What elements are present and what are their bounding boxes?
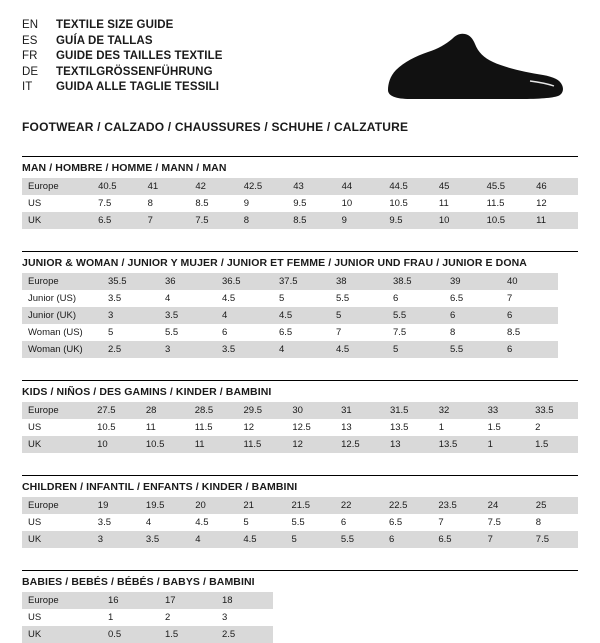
size-cell: 11.5 <box>238 436 287 453</box>
size-cell: 1 <box>102 609 159 626</box>
size-cell: 28 <box>140 402 189 419</box>
size-group <box>22 156 578 229</box>
size-cell: 10 <box>433 212 481 229</box>
size-cell: 1.5 <box>482 419 529 436</box>
divider <box>22 570 578 571</box>
size-cell: 20 <box>189 497 237 514</box>
size-cell: 6 <box>387 290 444 307</box>
table-row <box>22 290 558 307</box>
size-cell: 27.5 <box>91 402 140 419</box>
size-cell: 32 <box>433 402 482 419</box>
table-row <box>22 402 578 419</box>
language-row <box>22 65 223 80</box>
size-cell: 4 <box>159 290 216 307</box>
size-cell: 5 <box>285 531 334 548</box>
size-cell: 3.5 <box>159 307 216 324</box>
size-cell: 9.5 <box>383 212 433 229</box>
table-row <box>22 178 578 195</box>
size-cell: 29.5 <box>238 402 287 419</box>
size-cell: 10.5 <box>140 436 189 453</box>
table-row <box>22 531 578 548</box>
language-title: GUÍA DE TALLAS <box>56 34 153 47</box>
size-cell: 10 <box>91 436 140 453</box>
size-cell: 44 <box>336 178 384 195</box>
size-cell: 39 <box>444 273 501 290</box>
row-label: US <box>22 195 92 212</box>
size-cell: 6 <box>383 531 432 548</box>
size-cell: 45 <box>433 178 481 195</box>
size-cell: 22.5 <box>383 497 432 514</box>
size-cell: 3 <box>159 341 216 358</box>
size-cell: 12.5 <box>335 436 384 453</box>
group-title: KIDS / NIÑOS / DES GAMINS / KINDER / BAMBINI <box>22 386 272 398</box>
row-label: Junior (UK) <box>22 307 102 324</box>
size-cell: 13 <box>384 436 433 453</box>
size-cell: 4.5 <box>237 531 285 548</box>
size-cell: 42 <box>189 178 237 195</box>
dress-shoe-icon <box>380 28 570 106</box>
size-cell: 1 <box>433 419 482 436</box>
size-cell: 2 <box>159 609 216 626</box>
divider <box>22 380 578 381</box>
size-cell: 6 <box>501 307 558 324</box>
size-cell: 6 <box>501 341 558 358</box>
row-label: US <box>22 609 102 626</box>
size-cell: 5.5 <box>335 531 383 548</box>
size-cell: 18 <box>216 592 273 609</box>
size-cell: 6 <box>444 307 501 324</box>
size-cell: 11.5 <box>481 195 531 212</box>
table-row <box>22 592 273 609</box>
header <box>22 18 578 106</box>
page-title: FOOTWEAR / CALZADO / CHAUSSURES / SCHUHE / CALZATURE <box>22 120 409 134</box>
size-cell: 5.5 <box>387 307 444 324</box>
size-table <box>22 178 578 229</box>
size-cell: 13.5 <box>384 419 433 436</box>
size-cell: 4 <box>273 341 330 358</box>
size-cell: 7 <box>501 290 558 307</box>
row-label: Europe <box>22 497 92 514</box>
language-row <box>22 34 223 49</box>
size-cell: 6.5 <box>444 290 501 307</box>
size-cell: 7 <box>330 324 387 341</box>
table-row <box>22 273 558 290</box>
row-label: UK <box>22 212 92 229</box>
size-cell: 33 <box>482 402 529 419</box>
size-cell: 36.5 <box>216 273 273 290</box>
size-cell: 12 <box>238 419 287 436</box>
size-table <box>22 273 558 358</box>
row-label: Europe <box>22 402 91 419</box>
size-cell: 11 <box>433 195 481 212</box>
row-label: Junior (US) <box>22 290 102 307</box>
table-row <box>22 609 273 626</box>
size-cell: 5 <box>237 514 285 531</box>
size-cell: 3.5 <box>216 341 273 358</box>
size-cell: 30 <box>286 402 335 419</box>
size-cell: 1.5 <box>529 436 578 453</box>
group-title: CHILDREN / INFANTIL / ENFANTS / KINDER / BAMBINI <box>22 481 298 493</box>
divider <box>22 156 578 157</box>
language-code: EN <box>22 19 39 31</box>
size-cell: 1.5 <box>159 626 216 643</box>
language-title: TEXTILE SIZE GUIDE <box>56 19 174 31</box>
size-cell: 8.5 <box>189 195 237 212</box>
group-title: MAN / HOMBRE / HOMME / MANN / MAN <box>22 162 227 174</box>
size-cell: 5.5 <box>285 514 334 531</box>
size-cell: 6.5 <box>432 531 481 548</box>
size-cell: 38.5 <box>387 273 444 290</box>
size-cell: 10.5 <box>383 195 433 212</box>
size-cell: 13.5 <box>433 436 482 453</box>
size-cell: 37.5 <box>273 273 330 290</box>
size-cell: 36 <box>159 273 216 290</box>
size-cell: 11 <box>530 212 578 229</box>
size-cell: 13 <box>335 419 384 436</box>
language-code: FR <box>22 50 38 62</box>
size-cell: 40.5 <box>92 178 142 195</box>
group-title: BABIES / BEBÉS / BÉBÉS / BABYS / BAMBINI <box>22 576 255 588</box>
size-cell: 9.5 <box>287 195 335 212</box>
size-cell: 6.5 <box>273 324 330 341</box>
size-group <box>22 251 578 358</box>
size-cell: 31 <box>335 402 384 419</box>
size-cell: 4 <box>189 531 237 548</box>
row-label: Europe <box>22 273 102 290</box>
size-cell: 0.5 <box>102 626 159 643</box>
size-cell: 21 <box>237 497 285 514</box>
size-cell: 8.5 <box>501 324 558 341</box>
size-cell: 5 <box>273 290 330 307</box>
table-row <box>22 626 273 643</box>
size-cell: 3 <box>102 307 159 324</box>
size-cell: 5.5 <box>444 341 501 358</box>
size-cell: 4 <box>216 307 273 324</box>
language-row <box>22 80 223 95</box>
size-cell: 4.5 <box>216 290 273 307</box>
row-label: Woman (UK) <box>22 341 102 358</box>
size-cell: 11 <box>140 419 189 436</box>
size-cell: 6.5 <box>383 514 432 531</box>
size-cell: 5.5 <box>159 324 216 341</box>
language-row <box>22 49 223 64</box>
size-cell: 5 <box>387 341 444 358</box>
size-cell: 7.5 <box>189 212 237 229</box>
size-cell: 24 <box>482 497 530 514</box>
size-group <box>22 380 578 453</box>
size-cell: 40 <box>501 273 558 290</box>
size-cell: 7.5 <box>387 324 444 341</box>
group-title: JUNIOR & WOMAN / JUNIOR Y MUJER / JUNIOR ET FEMME / JUNIOR UND FRAU / JUNIOR E DONA <box>22 257 527 269</box>
size-cell: 2 <box>529 419 578 436</box>
size-cell: 33.5 <box>529 402 578 419</box>
size-cell: 9 <box>336 212 384 229</box>
table-row <box>22 307 558 324</box>
size-cell: 41 <box>142 178 190 195</box>
size-cell: 19.5 <box>140 497 189 514</box>
size-cell: 16 <box>102 592 159 609</box>
row-label: US <box>22 419 91 436</box>
size-cell: 6.5 <box>92 212 142 229</box>
size-cell: 5.5 <box>330 290 387 307</box>
size-cell: 46 <box>530 178 578 195</box>
row-label: UK <box>22 626 102 643</box>
size-cell: 5 <box>102 324 159 341</box>
row-label: Europe <box>22 592 102 609</box>
size-cell: 4.5 <box>189 514 237 531</box>
size-cell: 17 <box>159 592 216 609</box>
size-cell: 6 <box>335 514 383 531</box>
divider <box>22 251 578 252</box>
row-label: Woman (US) <box>22 324 102 341</box>
language-row <box>22 18 223 33</box>
size-cell: 12.5 <box>286 419 335 436</box>
size-cell: 10.5 <box>91 419 140 436</box>
language-code: ES <box>22 34 38 47</box>
size-cell: 9 <box>238 195 288 212</box>
size-cell: 8 <box>238 212 288 229</box>
table-row <box>22 324 558 341</box>
size-cell: 21.5 <box>285 497 334 514</box>
size-cell: 35.5 <box>102 273 159 290</box>
size-cell: 23.5 <box>432 497 481 514</box>
size-cell: 12 <box>530 195 578 212</box>
table-row <box>22 341 558 358</box>
size-cell: 2.5 <box>216 626 273 643</box>
table-row <box>22 497 578 514</box>
row-label: Europe <box>22 178 92 195</box>
size-cell: 12 <box>286 436 335 453</box>
size-cell: 44.5 <box>383 178 433 195</box>
divider <box>22 475 578 476</box>
row-label: UK <box>22 436 91 453</box>
size-cell: 28.5 <box>189 402 238 419</box>
size-cell: 8 <box>444 324 501 341</box>
size-cell: 11 <box>189 436 238 453</box>
size-cell: 31.5 <box>384 402 433 419</box>
size-table <box>22 497 578 548</box>
size-cell: 3.5 <box>102 290 159 307</box>
size-cell: 1 <box>482 436 529 453</box>
size-cell: 3 <box>216 609 273 626</box>
size-tables <box>22 156 578 643</box>
size-cell: 8 <box>530 514 578 531</box>
table-row <box>22 195 578 212</box>
size-cell: 8.5 <box>287 212 335 229</box>
size-cell: 7.5 <box>530 531 578 548</box>
size-cell: 22 <box>335 497 383 514</box>
size-cell: 6 <box>216 324 273 341</box>
size-cell: 45.5 <box>481 178 531 195</box>
size-group <box>22 475 578 548</box>
size-cell: 43 <box>287 178 335 195</box>
table-row <box>22 212 578 229</box>
size-cell: 3 <box>92 531 140 548</box>
size-cell: 5 <box>330 307 387 324</box>
row-label: UK <box>22 531 92 548</box>
size-cell: 7 <box>142 212 190 229</box>
size-group <box>22 570 578 643</box>
size-cell: 7.5 <box>482 514 530 531</box>
size-cell: 7 <box>482 531 530 548</box>
language-code: DE <box>22 65 39 78</box>
language-title: TEXTILGRÖSSENFÜHRUNG <box>56 65 213 78</box>
size-cell: 7.5 <box>92 195 142 212</box>
table-row <box>22 419 578 436</box>
size-cell: 11.5 <box>189 419 238 436</box>
row-label: US <box>22 514 92 531</box>
size-cell: 19 <box>92 497 140 514</box>
size-cell: 10.5 <box>481 212 531 229</box>
language-code: IT <box>22 81 33 93</box>
size-cell: 2.5 <box>102 341 159 358</box>
size-cell: 7 <box>432 514 481 531</box>
size-cell: 38 <box>330 273 387 290</box>
size-table <box>22 402 578 453</box>
language-title: GUIDE DES TAILLES TEXTILE <box>56 50 223 62</box>
size-cell: 3.5 <box>140 531 189 548</box>
size-cell: 3.5 <box>92 514 140 531</box>
size-cell: 25 <box>530 497 578 514</box>
language-title: GUIDA ALLE TAGLIE TESSILI <box>56 81 220 93</box>
size-cell: 42.5 <box>238 178 288 195</box>
language-list <box>22 18 223 95</box>
size-cell: 4 <box>140 514 189 531</box>
size-cell: 4.5 <box>273 307 330 324</box>
size-cell: 4.5 <box>330 341 387 358</box>
size-cell: 10 <box>336 195 384 212</box>
size-cell: 8 <box>142 195 190 212</box>
table-row <box>22 514 578 531</box>
table-row <box>22 436 578 453</box>
